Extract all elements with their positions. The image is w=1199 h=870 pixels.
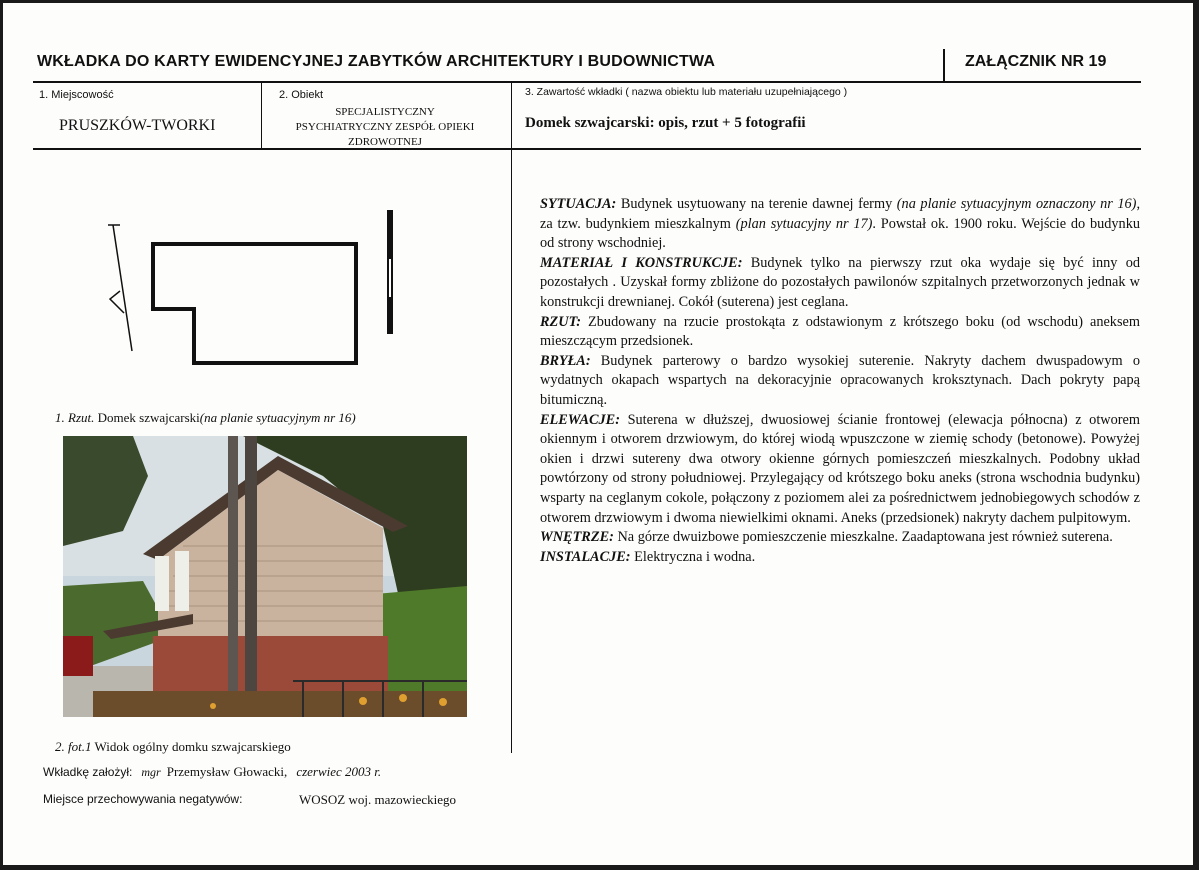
- section-text: Budynek tylko na pierwszy rzut oka wydaje się być inny od pozostałych . Uzyskał formy zbliżone do pozostałych pawilonów szpitalnych przetworzonych jednak w konstrukcji drewnianej. Cokół (suterena) jest ceglana.: [540, 254, 1141, 310]
- figure2-number: 2.: [55, 739, 65, 754]
- description-section: [540, 411, 1140, 529]
- section-text: Budynek parterowy o bardzo wysokiej suterenie. Nakryty dachem dwuspadowym o wydatnych okapach wspartych na dekoracyjnie opracowanych kroksztynach. Dach pokryty papą bitumiczną.: [540, 352, 1140, 408]
- figure1-text: Domek szwajcarski: [97, 410, 200, 425]
- storage-line: [43, 792, 457, 807]
- section-heading: INSTALACJE:: [540, 548, 631, 565]
- figure1-note: (na planie sytuacyjnym nr 16): [199, 410, 356, 425]
- description-section: [540, 528, 1140, 548]
- figure2-text: Widok ogólny domku szwajcarskiego: [94, 739, 291, 754]
- figure1-number: 1.: [55, 410, 65, 425]
- section-arrow-left: [108, 225, 132, 351]
- figure2-caption: [55, 739, 291, 755]
- field-divider-2: [511, 83, 512, 753]
- section-text: . Powstał ok. 1900 roku. Wejście do budynku od strony wschodniej.: [540, 215, 1141, 252]
- object-label: 2. Obiekt: [279, 89, 324, 101]
- section-heading: MATERIAŁ I KONSTRUKCJE:: [540, 254, 743, 271]
- description-body: [540, 195, 1140, 567]
- place-label: 1. Miejscowość: [39, 89, 114, 101]
- storage-label: Miejsce przechowywania negatywów:: [43, 792, 243, 806]
- author-line: [43, 764, 381, 780]
- figure2-abbr: fot.1: [68, 739, 92, 754]
- figure1-caption: [55, 410, 356, 426]
- section-heading: SYTUACJA:: [540, 196, 617, 212]
- description-section: [540, 195, 1140, 254]
- section-heading: RZUT:: [540, 313, 582, 330]
- object-value-line3: ZDROWOTNEJ: [348, 136, 422, 148]
- title-separator: [943, 49, 945, 81]
- section-heading: ELEWACJE:: [540, 411, 620, 428]
- section-text: (na planie sytuacyjnym oznaczony nr 16): [896, 196, 1137, 212]
- section-marker-right: [387, 210, 393, 334]
- contents-value: Domek szwajcarski: opis, rzut + 5 fotografii: [525, 115, 806, 131]
- section-text: Na górze dwuizbowe pomieszczenie mieszkalne. Zaadaptowana jest również suterena.: [613, 529, 1113, 546]
- house-photo: [63, 436, 467, 717]
- section-heading: BRYŁA:: [540, 352, 591, 369]
- section-text: (plan sytuacyjny nr 17): [735, 215, 873, 232]
- header-rule: [33, 81, 1141, 83]
- description-section: [540, 548, 1140, 568]
- author-date: czerwiec 2003 r.: [296, 764, 382, 779]
- section-text: Zbudowany na rzucie prostokąta z odstawionym z krótszego boku (od wschodu) aneksem mieszczącym przedsionek.: [540, 313, 1140, 350]
- author-label: Wkładkę założył:: [43, 765, 133, 779]
- annex-number: ZAŁĄCZNIK NR 19: [965, 53, 1107, 70]
- description-section: [540, 352, 1140, 411]
- storage-value: WOSOZ woj. mazowieckiego: [299, 792, 457, 807]
- section-text: Elektryczna i wodna.: [630, 548, 756, 565]
- section-text: Budynek usytuowany na terenie dawnej fermy: [616, 196, 897, 212]
- place-value: PRUSZKÓW-TWORKI: [59, 117, 216, 134]
- author-name: Przemysław Głowacki,: [166, 764, 288, 779]
- object-value-line2: PSYCHIATRYCZNY ZESPÓŁ OPIEKI: [295, 121, 475, 133]
- section-text: Suterena w dłuższej, dwuosiowej ścianie frontowej (elewacja północna) z otworem okiennym i otworem drzwiowym, do której wiodą wpuszczone w ziemię schody (betonowe). Powyżej okien i drzwi sutereny dwa otwory okienne górnych pomieszczeń mieszkalnych. Podobny układ powtórzony od strony południowej. Przylegający od krótszego boku aneks (strona wschodnia budynku) wsparty na ceglanym cokole, połączony z poziomem alei za pośrednictwem jednobiegowych schodów z otworem drzwiowym i dwoma niewielkimi oknami. Aneks (przedsionek) nakryty dachem pulpitowym.: [540, 411, 1140, 526]
- fields-bottom-rule: [33, 148, 1141, 150]
- building-outline: [153, 244, 356, 363]
- floor-plan-drawing: [98, 203, 408, 373]
- figure1-abbr: Rzut.: [68, 410, 95, 425]
- description-section: [540, 254, 1140, 313]
- document-sheet: [3, 3, 1193, 865]
- contents-label: 3. Zawartość wkładki ( nazwa obiektu lub materiału uzupełniającego ): [525, 86, 848, 98]
- object-value-line1: SPECJALISTYCZNY: [335, 106, 435, 118]
- description-section: [540, 313, 1140, 352]
- section-heading: WNĘTRZE:: [540, 529, 614, 546]
- author-title: mgr: [141, 765, 161, 779]
- object-value-clip: [262, 136, 508, 148]
- section-text: , za tzw. budynkiem mieszkalnym: [540, 196, 1141, 232]
- document-title: WKŁADKA DO KARTY EWIDENCYJNEJ ZABYTKÓW ARCHITEKTURY I BUDOWNICTWA: [37, 53, 716, 70]
